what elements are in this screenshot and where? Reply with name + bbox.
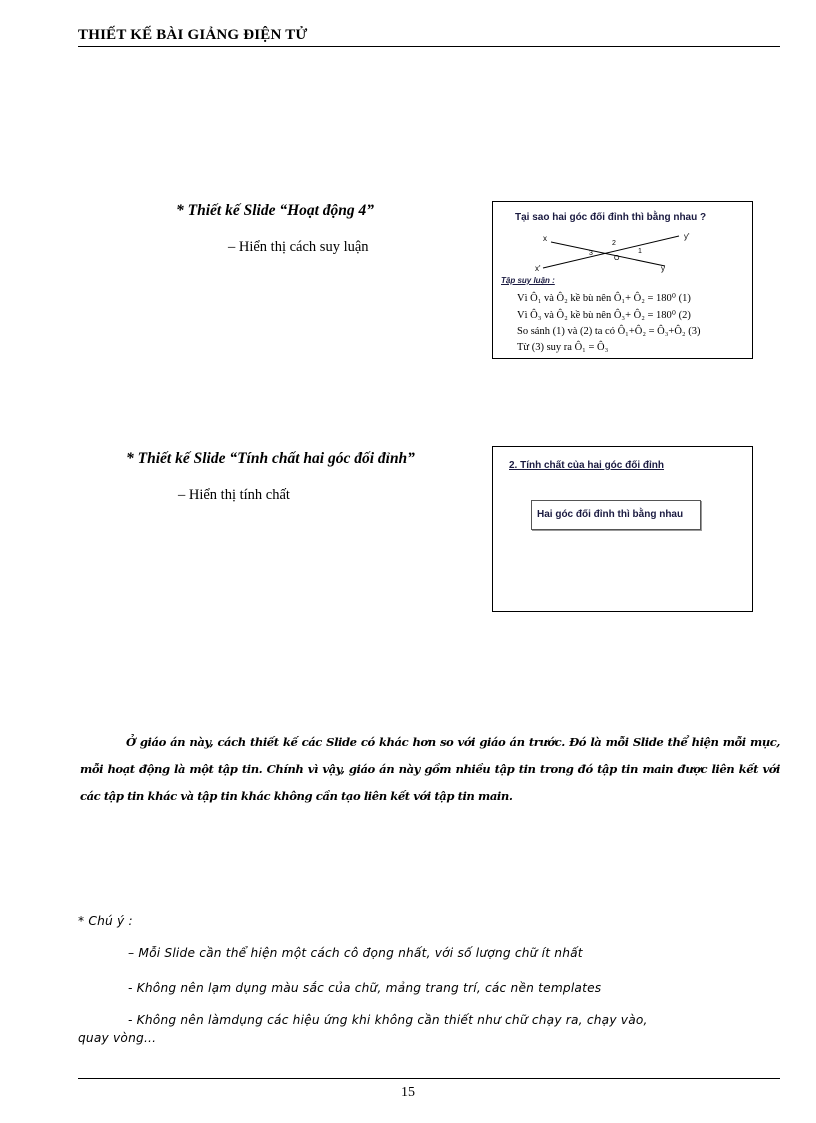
header-rule xyxy=(78,46,780,47)
label-y-prime: y' xyxy=(684,232,690,241)
slide-thumbnail-hoat-dong-4 xyxy=(492,201,753,359)
note-item-1: – Mỗi Slide cần thể hiện một cách cô đọng nhất, với số lượng chữ ít nhất xyxy=(128,946,583,960)
slide1-title: Tại sao hai góc đối đỉnh thì bằng nhau ? xyxy=(515,212,707,223)
label-x-prime: x' xyxy=(535,264,541,273)
label-x: x xyxy=(543,234,547,243)
label-angle-1: 1 xyxy=(638,248,642,255)
line-xprime-yprime xyxy=(543,236,679,268)
section2-item: – Hiển thị tính chất xyxy=(178,487,290,503)
section1-item: – Hiển thị cách suy luận xyxy=(228,239,369,255)
note-item-2: - Không nên lạm dụng màu sắc của chữ, mảng trang trí, các nền templates xyxy=(128,981,602,995)
footer-rule xyxy=(78,1078,780,1079)
slide2-property-text: Hai góc đối đỉnh thì bằng nhau xyxy=(537,509,684,520)
slide1-reasoning-label: Tập suy luận : xyxy=(501,276,555,285)
notes-label: * Chú ý : xyxy=(78,914,133,928)
slide1-line-1: Vì Ô₁ và Ô₂ kề bù nên Ô₁+ Ô₂ = 180⁰ (1) xyxy=(517,293,691,304)
label-y: y xyxy=(661,264,665,273)
section1-heading: * Thiết kế Slide “Hoạt động 4” xyxy=(176,202,375,219)
slide2-property-box xyxy=(531,500,701,530)
label-o: O xyxy=(614,255,620,262)
label-angle-3: 3 xyxy=(589,250,593,257)
slide2-title: 2. Tính chất của hai góc đối đỉnh xyxy=(509,460,665,471)
note-item-4: quay vòng... xyxy=(78,1031,157,1045)
slide-thumbnail-tinh-chat xyxy=(492,446,753,612)
page-header-title: THIẾT KẾ BÀI GIẢNG ĐIỆN TỬ xyxy=(78,27,308,43)
slide1-line-4: Từ (3) suy ra Ô₁ = Ô₃ xyxy=(517,342,609,353)
slide1-line-3: So sánh (1) và (2) ta có Ô₁+Ô₂ = Ô₃+Ô₂ (3) xyxy=(517,326,701,337)
slide1-line-2: Vì Ô₃ và Ô₂ kề bù nên Ô₃+ Ô₂ = 180⁰ (2) xyxy=(517,310,691,321)
section2-heading: * Thiết kế Slide “Tính chất hai góc đối đỉnh” xyxy=(126,450,415,467)
label-angle-2: 2 xyxy=(612,240,616,247)
note-item-3: - Không nên làmdụng các hiệu ứng khi không cần thiết như chữ chạy ra, chạy vào, xyxy=(128,1013,648,1027)
body-paragraph: Ở giáo án này, cách thiết kế các Slide có khác hơn so với giáo án trước. Đó là mỗi Slide thể hiện mỗi mục, mỗi hoạt động là một tập tin. Chính vì vậy, giáo án này gồm nhiều tập tin trong đó tập tin main được liên kết với các tập tin khác và tập tin khác không cần tạo liên kết với tập tin main. xyxy=(80,735,780,803)
page-number: 15 xyxy=(401,1085,415,1100)
